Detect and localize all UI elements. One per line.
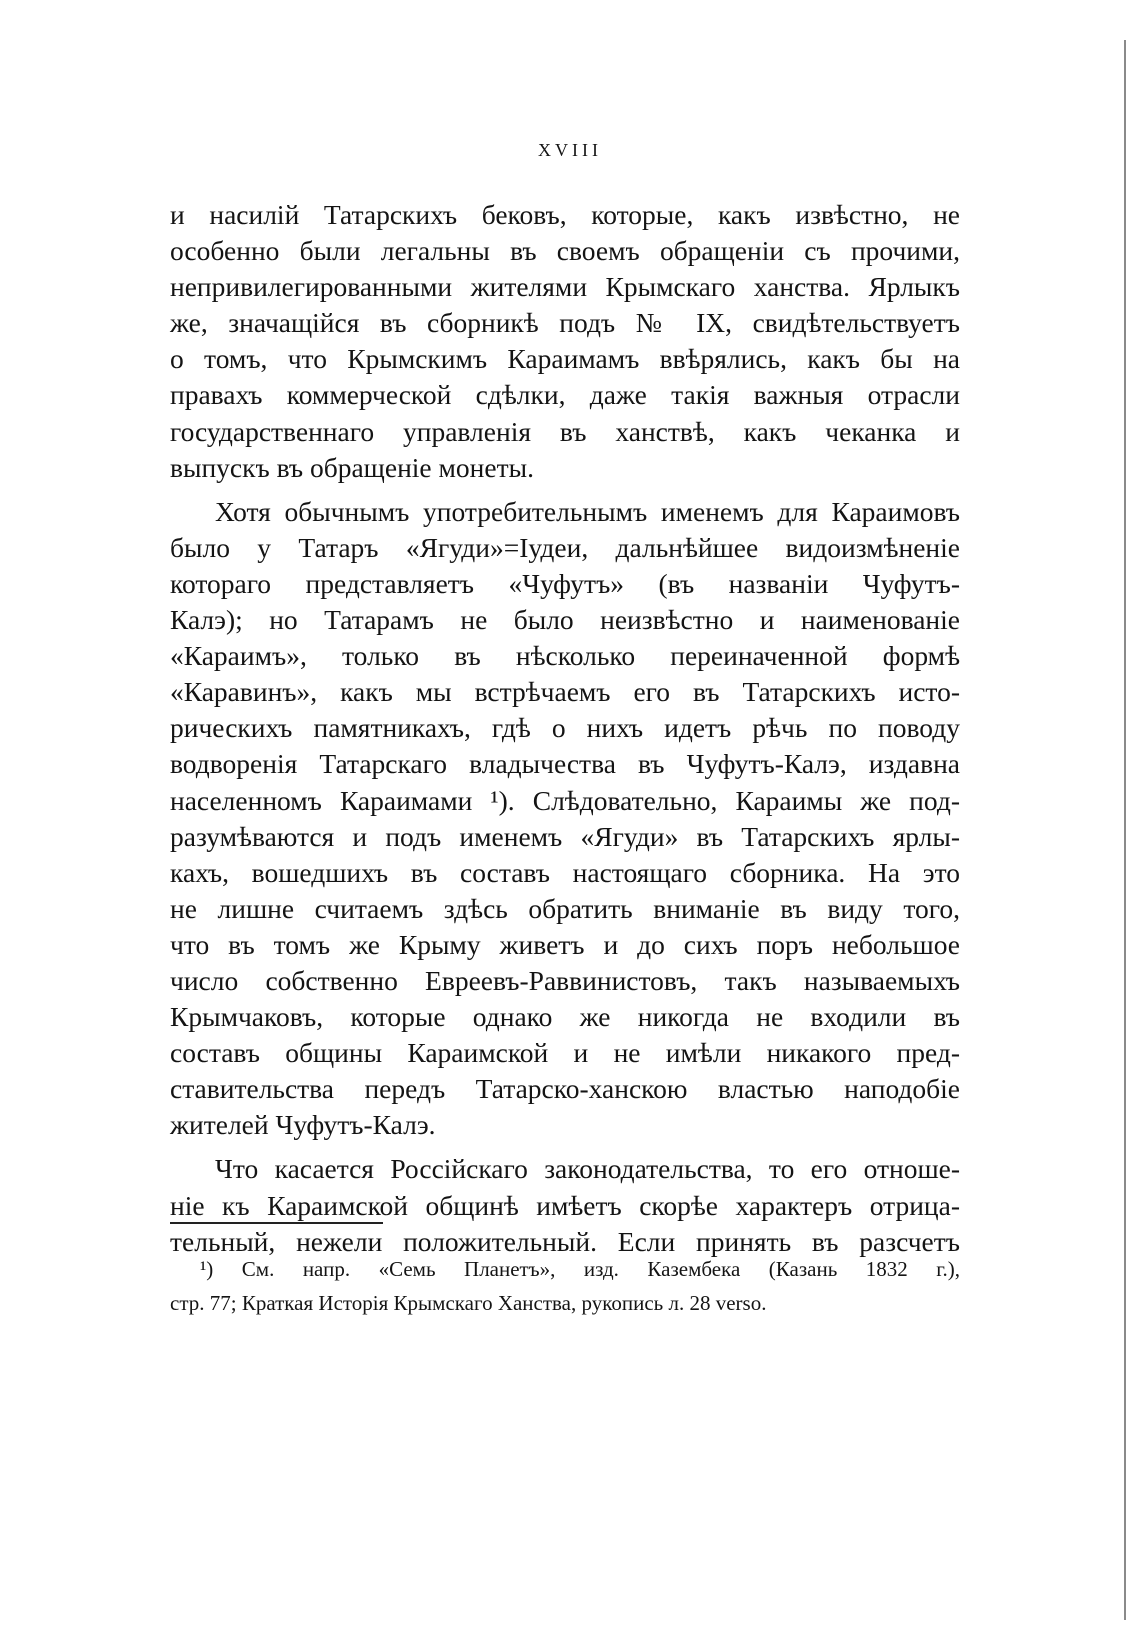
text-line: «Каравинъ», какъ мы встрѣчаемъ его въ Татарскихъ исто-	[170, 676, 960, 708]
text-line: что въ томъ же Крыму живетъ и до сихъ поръ небольшое	[170, 928, 960, 960]
text-line: котораго представляетъ «Чуфутъ» (въ названіи Чуфутъ-	[170, 567, 960, 599]
text-line: Крымчаковъ, которые однако же никогда не входили въ	[170, 1001, 960, 1033]
text-line: государственнаго управленія въ ханствѣ, какъ чеканка и	[170, 415, 960, 447]
paragraph-2	[170, 494, 960, 1144]
text-line: было у Татаръ «Ягуди»=Іудеи, дальнѣйшее видоизмѣненіе	[170, 531, 960, 563]
page-edge-line	[1124, 40, 1126, 1620]
text-line: составъ общины Караимской и не имѣли никакого пред-	[170, 1037, 960, 1069]
footnote-line: стр. 77; Краткая Исторія Крымскаго Ханства, рукопись л. 28 verso.	[170, 1291, 767, 1315]
text-line: непривилегированными жителями Крымскаго ханства. Ярлыкъ	[170, 271, 960, 303]
text-line: Хотя обычнымъ употребительнымъ именемъ для Караимовъ	[215, 495, 960, 527]
text-line: число собственно Евреевъ-Раввинистовъ, такъ называемыхъ	[170, 964, 960, 996]
text-line: правахъ коммерческой сдѣлки, даже такія важныя отрасли	[170, 379, 960, 411]
text-line: ніе къ Караимской общинѣ имѣетъ скорѣе характеръ отрица-	[170, 1189, 960, 1221]
text-line: разумѣваются и подъ именемъ «Ягуди» въ Татарскихъ ярлы-	[170, 820, 960, 852]
text-line: и насилій Татарскихъ бековъ, которые, какъ извѣстно, не	[170, 199, 960, 230]
body-text	[170, 197, 960, 1260]
text-line: Калэ); но Татарамъ не было неизвѣстно и наименованіе	[170, 604, 960, 636]
text-line: населенномъ Караимами ¹). Слѣдовательно, Караимы же под-	[170, 784, 960, 816]
text-line: «Караимъ», только въ нѣсколько переиначенной формѣ	[170, 640, 960, 672]
text-line: о томъ, что Крымскимъ Караимамъ ввѣрялись, какъ бы на	[170, 343, 960, 375]
text-line: водворенія Татарскаго владычества въ Чуфутъ-Калэ, издавна	[170, 748, 960, 780]
text-line: выпускъ въ обращеніе монеты.	[170, 451, 534, 483]
text-line: ставительства передъ Татарско-ханскою властью наподобіе	[170, 1073, 960, 1105]
footnote-line: ¹) См. напр. «Семь Планетъ», изд. Казембека (Казань 1832 г.),	[200, 1257, 960, 1281]
paragraph-1	[170, 197, 960, 486]
footnote-divider	[170, 1222, 383, 1224]
text-line: кахъ, вошедшихъ въ составъ настоящаго сборника. На это	[170, 856, 960, 888]
text-line: не лишне считаемъ здѣсь обратить вниманіе въ виду того,	[170, 892, 960, 924]
text-line: тельный, нежели положительный. Если принять въ разсчетъ	[170, 1225, 960, 1257]
footnote	[170, 1252, 960, 1320]
text-line: жителей Чуфутъ-Калэ.	[170, 1109, 436, 1141]
text-line: особенно были легальны въ своемъ обращеніи съ прочими,	[170, 235, 960, 267]
text-line: рическихъ памятникахъ, гдѣ о нихъ идетъ рѣчь по поводу	[170, 712, 960, 744]
page-number: XVIII	[538, 140, 602, 160]
text-line: Что касается Россійскаго законодательства, то его отноше-	[215, 1153, 960, 1185]
paragraph-3	[170, 1151, 960, 1259]
text-line: же, значащійся въ сборникѣ подъ № IX, свидѣтельствуетъ	[170, 307, 960, 339]
